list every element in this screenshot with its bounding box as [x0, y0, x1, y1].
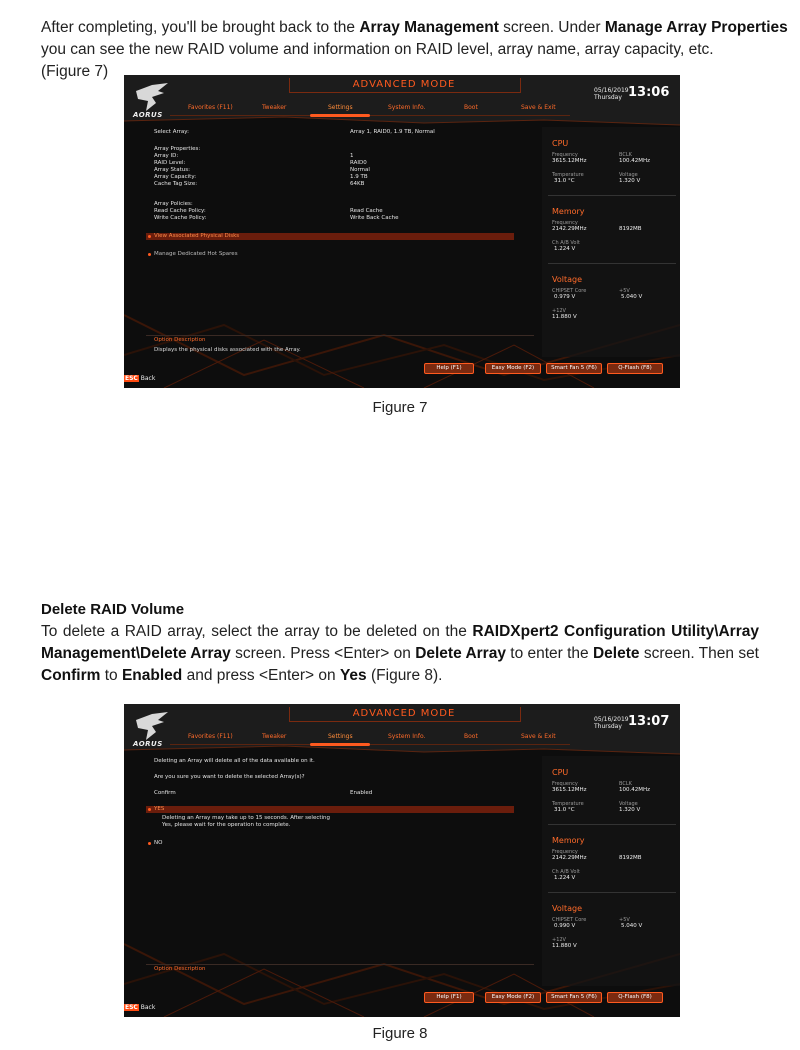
tab-save-exit[interactable]: Save & Exit — [521, 104, 556, 111]
time-display: 13:07 — [628, 714, 670, 729]
memory-frequency-label: Frequency — [552, 849, 578, 855]
memory-size-value: 8192MB — [619, 855, 642, 861]
cpu-heading: CPU — [552, 139, 569, 148]
tab-save-exit[interactable]: Save & Exit — [521, 733, 556, 740]
plus5v-value: 5.040 V — [621, 294, 643, 300]
row-label: Write Cache Policy: — [154, 215, 207, 221]
cpu-bclk-value: 100.42MHz — [619, 787, 651, 793]
q-flash-button[interactable]: Q-Flash (F8) — [607, 992, 663, 1003]
cpu-frequency-value: 3615.12MHz — [552, 787, 587, 793]
cpu-voltage-value: 1.320 V — [619, 178, 641, 184]
memory-ch-volt-label: Ch A/B Volt — [552, 869, 580, 875]
tab-tweaker[interactable]: Tweaker — [262, 733, 287, 740]
menu-item-manage-hot-spares[interactable]: Manage Dedicated Hot Spares — [154, 251, 238, 257]
row-value[interactable]: Read Cache — [350, 208, 383, 214]
plus12v-label: +12V — [552, 308, 566, 314]
row-label: Select Array: — [154, 129, 189, 135]
tab-tweaker[interactable]: Tweaker — [262, 104, 287, 111]
mode-title: ADVANCED MODE — [352, 708, 456, 719]
tab-boot[interactable]: Boot — [464, 733, 478, 740]
memory-size-value: 8192MB — [619, 226, 642, 232]
delete-question-text: Are you sure you want to delete the selected Array(s)? — [154, 774, 305, 780]
row-value: Normal — [350, 167, 370, 173]
easy-mode-button[interactable]: Easy Mode (F2) — [485, 992, 541, 1003]
menu-item-view-physical-disks[interactable]: View Associated Physical Disks — [154, 233, 240, 239]
row-label: Cache Tag Size: — [154, 181, 198, 187]
easy-mode-button[interactable]: Easy Mode (F2) — [485, 363, 541, 374]
memory-heading: Memory — [552, 836, 585, 845]
plus12v-value: 11.880 V — [552, 943, 577, 949]
plus5v-label: +5V — [619, 288, 630, 294]
tab-settings[interactable]: Settings — [328, 104, 353, 111]
panel-divider — [548, 892, 676, 893]
cpu-temperature-label: Temperature — [552, 172, 584, 178]
cpu-voltage-label: Voltage — [619, 172, 638, 178]
tab-boot[interactable]: Boot — [464, 104, 478, 111]
memory-ch-volt-value: 1.224 V — [554, 875, 576, 881]
chipset-core-label: CHIPSET Core — [552, 917, 587, 923]
row-label: Array ID: — [154, 153, 179, 159]
cpu-bclk-label: BCLK — [619, 152, 632, 158]
row-label: Array Capacity: — [154, 174, 197, 180]
date-display: 05/16/2019 Thursday — [594, 716, 629, 730]
voltage-heading: Voltage — [552, 275, 583, 284]
section-paragraph: To delete a RAID array, select the array to be deleted on the RAIDXpert2 Configuration Utility\Array Management\Delete Array screen. Press <Enter> on Delete Array to enter the Delete screen. Then set Confirm to Enabled and press <Enter> on Yes (Figure 8). — [41, 623, 759, 684]
memory-heading: Memory — [552, 207, 585, 216]
chipset-core-value: 0.990 V — [554, 923, 576, 929]
brand-logo-text: AORUS — [133, 111, 163, 119]
chipset-core-label: CHIPSET Core — [552, 288, 587, 294]
row-label: Array Properties: — [154, 146, 201, 152]
panel-divider — [548, 195, 676, 196]
cpu-bclk-label: BCLK — [619, 781, 632, 787]
tab-settings[interactable]: Settings — [328, 733, 353, 740]
figure-8-caption: Figure 8 — [372, 1025, 428, 1042]
tab-underline — [170, 115, 570, 116]
row-value: 1 — [350, 153, 354, 159]
row-value: 1.9 TB — [350, 174, 368, 180]
option-description-text: Displays the physical disks associated with the Array. — [154, 347, 301, 353]
bullet-icon — [148, 842, 151, 845]
bullet-icon — [148, 235, 151, 238]
help-button[interactable]: Help (F1) — [424, 363, 474, 374]
cpu-frequency-value: 3615.12MHz — [552, 158, 587, 164]
plus12v-label: +12V — [552, 937, 566, 943]
esc-back-button[interactable]: ESC Back — [125, 375, 156, 382]
time-display: 13:06 — [628, 85, 670, 100]
panel-divider — [548, 263, 676, 264]
row-label: RAID Level: — [154, 160, 186, 166]
row-label: Array Status: — [154, 167, 190, 173]
panel-divider — [548, 824, 676, 825]
aorus-eagle-icon — [134, 710, 174, 742]
memory-ch-volt-value: 1.224 V — [554, 246, 576, 252]
cpu-heading: CPU — [552, 768, 569, 777]
yes-option[interactable]: YES — [154, 806, 165, 812]
tab-active-indicator — [310, 743, 370, 746]
voltage-heading: Voltage — [552, 904, 583, 913]
row-label: Array Policies: — [154, 201, 193, 207]
figure-7-caption: Figure 7 — [372, 399, 428, 416]
bullet-icon — [148, 253, 151, 256]
confirm-value[interactable]: Enabled — [350, 790, 373, 796]
plus12v-value: 11.880 V — [552, 314, 577, 320]
intro-paragraph — [41, 17, 788, 83]
tab-underline — [170, 744, 570, 745]
date-display: 05/16/2019 Thursday — [594, 87, 629, 101]
tab-favorites[interactable]: Favorites (F11) — [188, 733, 233, 740]
plus5v-label: +5V — [619, 917, 630, 923]
chipset-core-value: 0.979 V — [554, 294, 576, 300]
row-value: 64KB — [350, 181, 365, 187]
bullet-icon — [148, 808, 151, 811]
plus5v-value: 5.040 V — [621, 923, 643, 929]
q-flash-button[interactable]: Q-Flash (F8) — [607, 363, 663, 374]
tab-favorites[interactable]: Favorites (F11) — [188, 104, 233, 111]
help-button[interactable]: Help (F1) — [424, 992, 474, 1003]
delete-note-line-1: Deleting an Array may take up to 15 seconds. After selecting — [162, 815, 331, 821]
cpu-temperature-label: Temperature — [552, 801, 584, 807]
tab-active-indicator — [310, 114, 370, 117]
memory-frequency-label: Frequency — [552, 220, 578, 226]
memory-frequency-value: 2142.29MHz — [552, 855, 587, 861]
esc-back-button[interactable]: ESC Back — [125, 1004, 156, 1011]
cpu-frequency-label: Frequency — [552, 781, 578, 787]
esc-key-badge: ESC — [125, 1004, 138, 1011]
row-value[interactable]: Write Back Cache — [350, 215, 399, 221]
smart-fan-button[interactable]: Smart Fan 5 (F6) — [546, 992, 602, 1003]
row-label: Read Cache Policy: — [154, 208, 206, 214]
memory-frequency-value: 2142.29MHz — [552, 226, 587, 232]
cpu-temperature-value: 31.0 °C — [554, 178, 575, 184]
no-option[interactable]: NO — [154, 840, 163, 846]
cpu-temperature-value: 31.0 °C — [554, 807, 575, 813]
bios-screenshot-figure-8 — [124, 704, 680, 1017]
tab-system-info[interactable]: System Info. — [388, 733, 426, 740]
cpu-voltage-value: 1.320 V — [619, 807, 641, 813]
bios-screenshot-figure-7 — [124, 75, 680, 388]
brand-logo-text: AORUS — [133, 740, 163, 748]
row-value[interactable]: Array 1, RAID0, 1.9 TB, Normal — [350, 129, 435, 135]
intro-line-1: After completing, you'll be brought back to the Array Management screen. Under Manage Array Properties — [41, 19, 788, 36]
smart-fan-button[interactable]: Smart Fan 5 (F6) — [546, 363, 602, 374]
memory-ch-volt-label: Ch A/B Volt — [552, 240, 580, 246]
row-value: RAID0 — [350, 160, 367, 166]
esc-key-badge: ESC — [125, 375, 138, 382]
selected-row-highlight[interactable] — [146, 806, 514, 813]
mode-title: ADVANCED MODE — [352, 79, 456, 90]
delete-note-line-2: Yes, please wait for the operation to complete. — [162, 822, 291, 828]
option-description-title: Option Description — [154, 337, 206, 343]
tab-system-info[interactable]: System Info. — [388, 104, 426, 111]
cpu-frequency-label: Frequency — [552, 152, 578, 158]
cpu-bclk-value: 100.42MHz — [619, 158, 651, 164]
confirm-label: Confirm — [154, 790, 176, 796]
aorus-eagle-icon — [134, 81, 174, 113]
intro-line-2: you can see the new RAID volume and information on RAID level, array name, array capacity, etc. (Figure 7) — [41, 41, 714, 80]
delete-warning-text: Deleting an Array will delete all of the data available on it. — [154, 758, 315, 764]
option-description-title: Option Description — [154, 966, 206, 972]
section-heading: Delete RAID Volume — [41, 601, 185, 618]
cpu-voltage-label: Voltage — [619, 801, 638, 807]
